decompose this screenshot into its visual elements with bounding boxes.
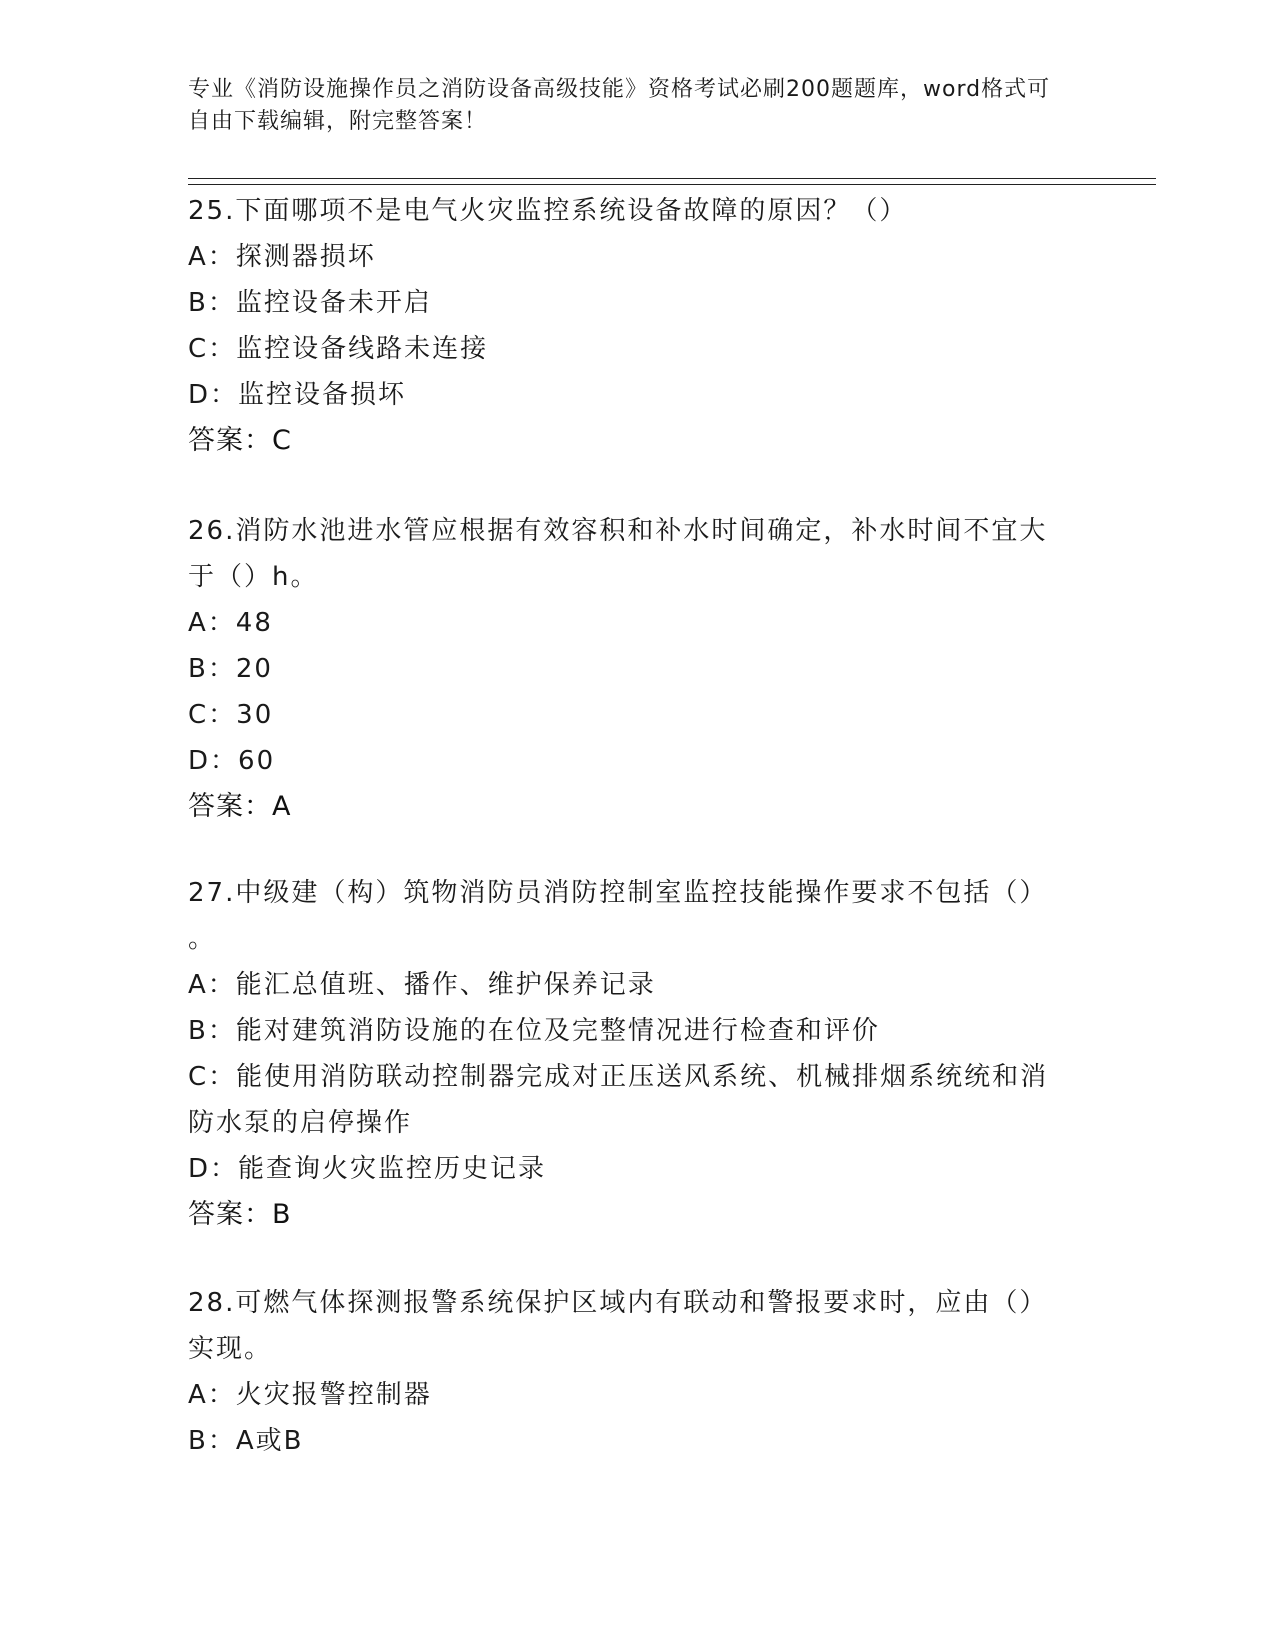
question-26 bbox=[188, 508, 1078, 830]
question-stem-line-2: 。 bbox=[188, 924, 217, 954]
option-c: C：监控设备线路未连接 bbox=[188, 334, 489, 364]
question-28 bbox=[188, 1280, 1078, 1464]
option-a: A：48 bbox=[188, 608, 273, 638]
option-a: A：能汇总值班、播作、维护保养记录 bbox=[188, 970, 656, 1000]
option-c: C：30 bbox=[188, 700, 274, 730]
question-stem-line-2: 于（）h。 bbox=[188, 562, 319, 592]
question-27 bbox=[188, 870, 1078, 1238]
question-stem-line-1: 27.中级建（构）筑物消防员消防控制室监控技能操作要求不包括（） bbox=[188, 878, 1048, 908]
question-stem-line-1: 26.消防水池进水管应根据有效容积和补水时间确定，补水时间不宜大 bbox=[188, 516, 1048, 546]
option-b: B：监控设备未开启 bbox=[188, 288, 432, 318]
option-b: B：20 bbox=[188, 654, 273, 684]
question-stem: 25.下面哪项不是电气火灾监控系统设备故障的原因？（） bbox=[188, 196, 908, 226]
option-c-line-2: 防水泵的启停操作 bbox=[188, 1108, 413, 1138]
option-d: D：60 bbox=[188, 746, 276, 776]
answer-line: 答案：C bbox=[188, 425, 292, 456]
option-d: D：监控设备损坏 bbox=[188, 380, 407, 410]
option-a: A：火灾报警控制器 bbox=[188, 1380, 432, 1410]
answer-line: 答案：A bbox=[188, 791, 292, 822]
document-intro: 专业《消防设施操作员之消防设备高级技能》资格考试必刷200题题库，word格式可自由下载编辑，附完整答案！ bbox=[188, 77, 1051, 134]
option-c-line-1: C：能使用消防联动控制器完成对正压送风系统、机械排烟系统统和消 bbox=[188, 1062, 1049, 1092]
header-divider-bottom bbox=[188, 184, 1156, 185]
header-divider-top bbox=[188, 178, 1156, 179]
option-b: B：能对建筑消防设施的在位及完整情况进行检查和评价 bbox=[188, 1016, 880, 1046]
question-25 bbox=[188, 188, 1078, 464]
question-stem-line-2: 实现。 bbox=[188, 1334, 273, 1364]
option-b: B：A或B bbox=[188, 1426, 304, 1456]
option-a: A：探测器损坏 bbox=[188, 242, 376, 272]
answer-line: 答案：B bbox=[188, 1199, 292, 1230]
option-d: D：能查询火灾监控历史记录 bbox=[188, 1154, 547, 1184]
question-stem-line-1: 28.可燃气体探测报警系统保护区域内有联动和警报要求时，应由（） bbox=[188, 1288, 1048, 1318]
